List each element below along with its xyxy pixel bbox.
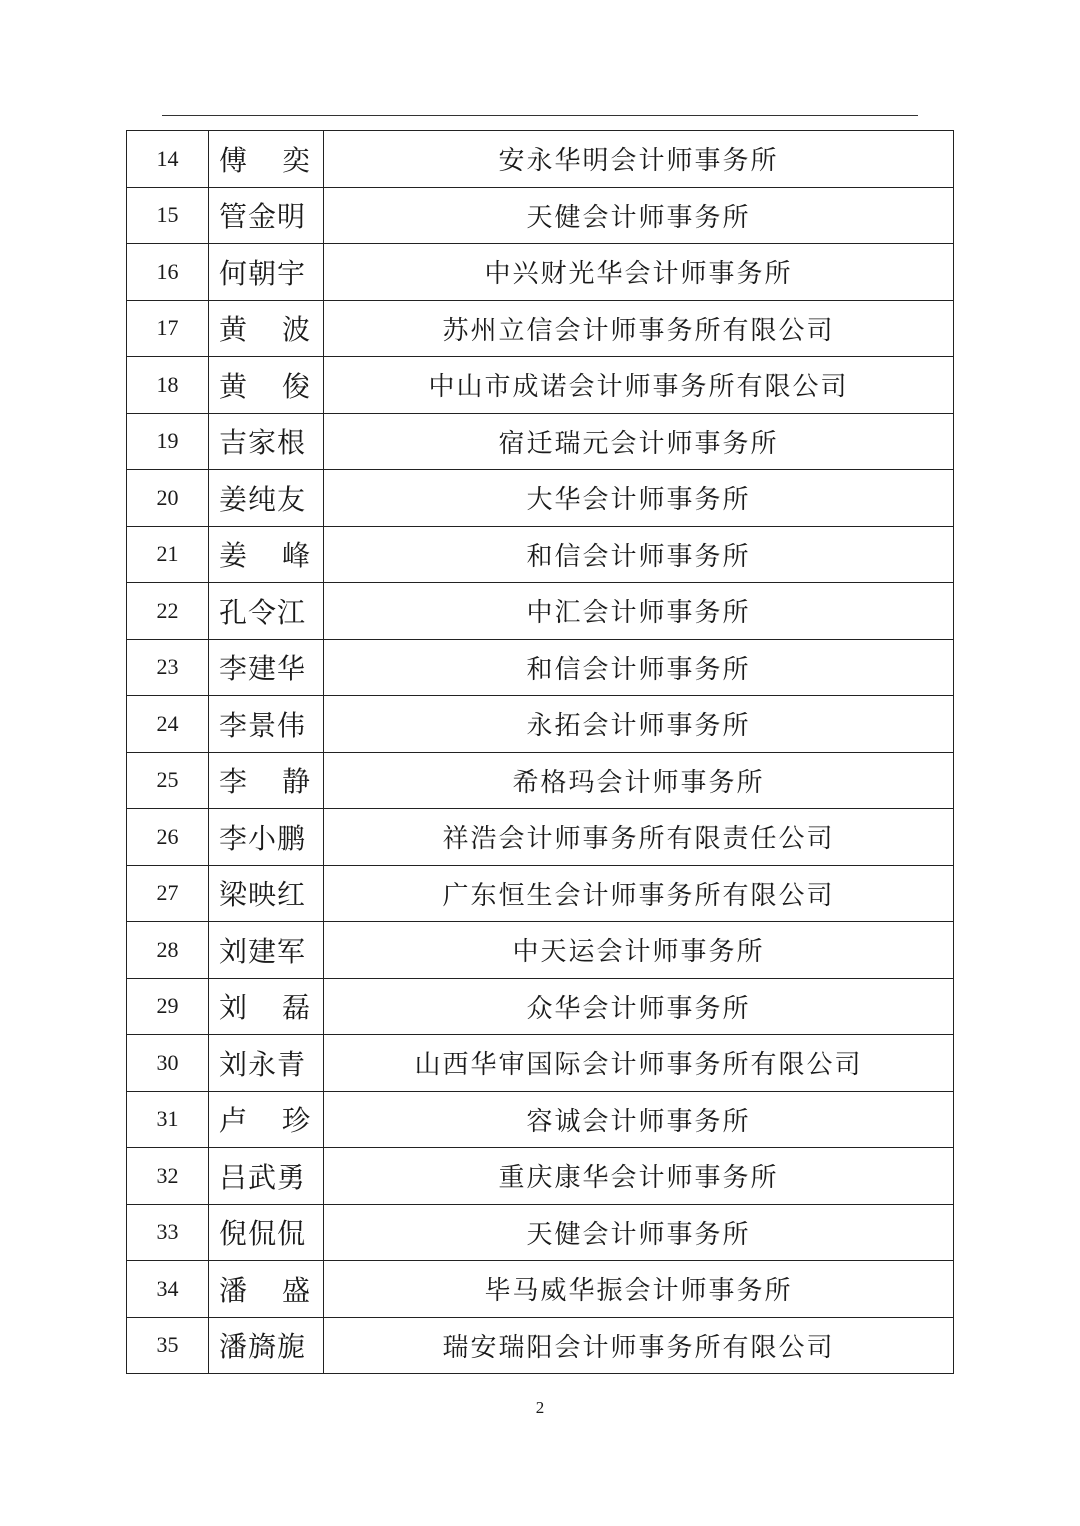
row-number: 30: [127, 1035, 209, 1092]
person-name-cell: [209, 696, 324, 753]
firm-name: 天健会计师事务所: [324, 1204, 954, 1261]
row-number: 18: [127, 357, 209, 414]
row-number: 33: [127, 1204, 209, 1261]
person-name-cell: [209, 1148, 324, 1205]
table-row: [127, 865, 954, 922]
person-name: 黄波: [219, 313, 311, 347]
firm-name: 中兴财光华会计师事务所: [324, 244, 954, 301]
person-name-cell: [209, 1035, 324, 1092]
firm-name: 永拓会计师事务所: [324, 696, 954, 753]
row-number: 22: [127, 583, 209, 640]
roster-table: [126, 130, 954, 1374]
firm-name: 瑞安瑞阳会计师事务所有限公司: [324, 1317, 954, 1374]
table-row: [127, 1261, 954, 1318]
person-name: 梁映红: [219, 878, 307, 912]
person-name-cell: [209, 1261, 324, 1318]
person-name: 倪侃侃: [219, 1217, 307, 1251]
row-number: 31: [127, 1091, 209, 1148]
row-number: 20: [127, 470, 209, 527]
person-name: 刘永青: [219, 1047, 307, 1081]
table-row: [127, 131, 954, 188]
person-name: 孔令江: [219, 595, 307, 629]
person-name: 姜纯友: [219, 482, 307, 516]
row-number: 32: [127, 1148, 209, 1205]
table-row: [127, 1035, 954, 1092]
person-name: 刘磊: [219, 991, 311, 1025]
person-name-cell: [209, 1204, 324, 1261]
table-row: [127, 470, 954, 527]
person-name-cell: [209, 187, 324, 244]
person-name-cell: [209, 1317, 324, 1374]
person-name: 李建华: [219, 652, 307, 686]
person-name: 卢珍: [219, 1104, 311, 1138]
table-row: [127, 357, 954, 414]
firm-name: 和信会计师事务所: [324, 526, 954, 583]
row-number: 29: [127, 978, 209, 1035]
person-name: 李小鹏: [219, 821, 307, 855]
person-name-cell: [209, 922, 324, 979]
firm-name: 和信会计师事务所: [324, 639, 954, 696]
row-number: 27: [127, 865, 209, 922]
person-name-cell: [209, 526, 324, 583]
row-number: 34: [127, 1261, 209, 1318]
person-name-cell: [209, 865, 324, 922]
person-name: 潘旖旎: [219, 1330, 307, 1364]
firm-name: 众华会计师事务所: [324, 978, 954, 1035]
firm-name: 祥浩会计师事务所有限责任公司: [324, 809, 954, 866]
person-name: 吕武勇: [219, 1160, 307, 1194]
person-name-cell: [209, 131, 324, 188]
person-name-cell: [209, 357, 324, 414]
person-name-cell: [209, 244, 324, 301]
firm-name: 苏州立信会计师事务所有限公司: [324, 300, 954, 357]
person-name-cell: [209, 1091, 324, 1148]
table-row: [127, 809, 954, 866]
firm-name: 广东恒生会计师事务所有限公司: [324, 865, 954, 922]
row-number: 19: [127, 413, 209, 470]
table-row: [127, 413, 954, 470]
table-row: [127, 978, 954, 1035]
table-row: [127, 583, 954, 640]
firm-name: 中汇会计师事务所: [324, 583, 954, 640]
person-name: 吉家根: [219, 426, 307, 460]
row-number: 25: [127, 752, 209, 809]
table-row: [127, 752, 954, 809]
person-name: 傅奕: [219, 143, 311, 177]
person-name: 黄俊: [219, 369, 311, 403]
firm-name: 宿迁瑞元会计师事务所: [324, 413, 954, 470]
table-row: [127, 1148, 954, 1205]
person-name-cell: [209, 300, 324, 357]
table-row: [127, 1091, 954, 1148]
firm-name: 中山市成诺会计师事务所有限公司: [324, 357, 954, 414]
person-name-cell: [209, 583, 324, 640]
firm-name: 毕马威华振会计师事务所: [324, 1261, 954, 1318]
firm-name: 大华会计师事务所: [324, 470, 954, 527]
firm-name: 容诚会计师事务所: [324, 1091, 954, 1148]
row-number: 14: [127, 131, 209, 188]
person-name-cell: [209, 809, 324, 866]
table-row: [127, 696, 954, 753]
person-name: 何朝宇: [219, 256, 307, 290]
firm-name: 山西华审国际会计师事务所有限公司: [324, 1035, 954, 1092]
firm-name: 天健会计师事务所: [324, 187, 954, 244]
person-name: 李景伟: [219, 708, 307, 742]
person-name-cell: [209, 413, 324, 470]
person-name-cell: [209, 639, 324, 696]
table-row: [127, 1317, 954, 1374]
table-row: [127, 639, 954, 696]
person-name-cell: [209, 978, 324, 1035]
table-row: [127, 922, 954, 979]
person-name: 姜峰: [219, 539, 311, 573]
person-name: 潘盛: [219, 1273, 311, 1307]
row-number: 28: [127, 922, 209, 979]
person-name-cell: [209, 470, 324, 527]
table-row: [127, 300, 954, 357]
row-number: 26: [127, 809, 209, 866]
row-number: 23: [127, 639, 209, 696]
person-name: 管金明: [219, 200, 307, 234]
person-name: 刘建军: [219, 934, 307, 968]
row-number: 35: [127, 1317, 209, 1374]
row-number: 15: [127, 187, 209, 244]
header-rule: [162, 115, 918, 116]
table-row: [127, 526, 954, 583]
table-row: [127, 244, 954, 301]
person-name-cell: [209, 752, 324, 809]
row-number: 17: [127, 300, 209, 357]
row-number: 21: [127, 526, 209, 583]
firm-name: 希格玛会计师事务所: [324, 752, 954, 809]
row-number: 24: [127, 696, 209, 753]
table-row: [127, 1204, 954, 1261]
firm-name: 重庆康华会计师事务所: [324, 1148, 954, 1205]
row-number: 16: [127, 244, 209, 301]
table-row: [127, 187, 954, 244]
page-number: 2: [535, 1398, 545, 1417]
firm-name: 安永华明会计师事务所: [324, 131, 954, 188]
firm-name: 中天运会计师事务所: [324, 922, 954, 979]
person-name: 李静: [219, 765, 311, 799]
roster-table-body: [127, 131, 954, 1374]
